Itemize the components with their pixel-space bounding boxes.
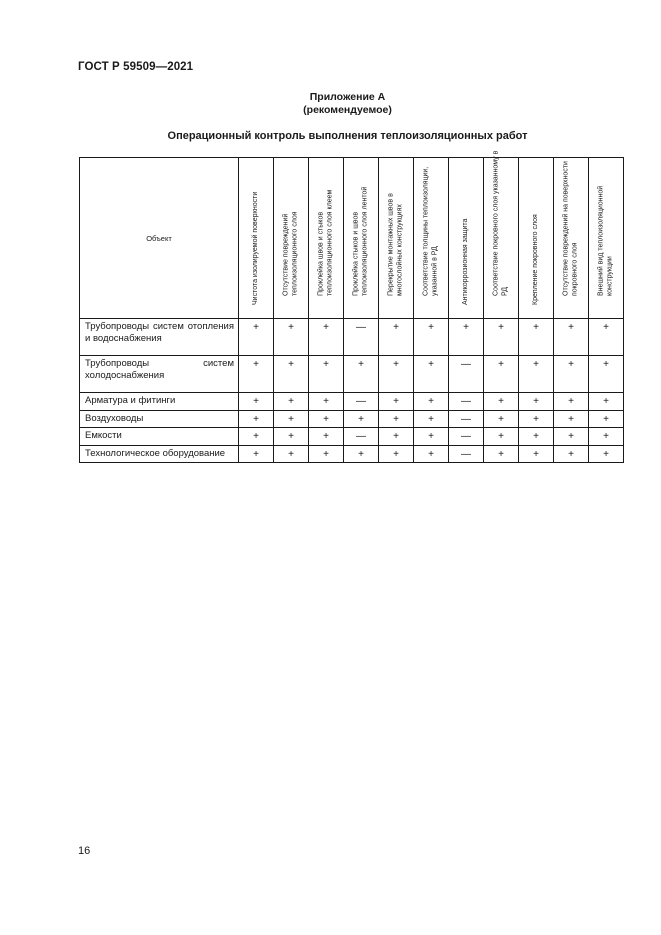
column-header-label: Проклейка швов и стыков теплоизоляционного слоя клеем: [317, 189, 333, 296]
appendix-title: Приложение А: [309, 91, 386, 103]
mark-cell: +: [309, 319, 344, 356]
mark-cell: +: [589, 428, 624, 446]
mark-cell: +: [309, 356, 344, 393]
mark-cell: +: [274, 356, 309, 393]
column-header: [274, 158, 309, 319]
object-cell: Трубопроводы систем отопления и водоснабжения: [80, 319, 239, 356]
mark-cell: —: [449, 410, 484, 428]
mark-cell: —: [344, 428, 379, 446]
mark-cell: +: [449, 319, 484, 356]
mark-cell: +: [309, 393, 344, 411]
mark-cell: +: [344, 445, 379, 463]
mark-cell: +: [239, 410, 274, 428]
mark-cell: +: [239, 319, 274, 356]
mark-cell: +: [344, 356, 379, 393]
column-header-label: Внешний вид теплоизоляционной конструкции: [597, 185, 613, 296]
mark-cell: +: [554, 445, 589, 463]
object-cell: Трубопроводы систем холодоснабжения: [80, 356, 239, 393]
column-header: [239, 158, 274, 319]
column-header: [484, 150, 519, 319]
document-code: ГОСТ Р 59509—2021: [78, 61, 194, 73]
object-cell: Арматура и фитинги: [80, 393, 239, 411]
mark-cell: +: [379, 393, 414, 411]
column-header: [344, 158, 379, 319]
mark-cell: +: [274, 428, 309, 446]
mark-cell: +: [519, 319, 554, 356]
column-header-label: Проклейка стыков и швов теплоизоляционного слоя лентой: [352, 186, 368, 296]
column-header-label: Крепление покровного слоя: [531, 213, 539, 305]
table-row: [80, 356, 624, 393]
table-row: [80, 410, 624, 428]
mark-cell: +: [239, 428, 274, 446]
table-row: [80, 445, 624, 463]
appendix-subtitle: (рекомендуемое): [303, 104, 392, 116]
table-row: [80, 428, 624, 446]
mark-cell: +: [414, 428, 449, 446]
mark-cell: +: [554, 356, 589, 393]
mark-cell: —: [344, 319, 379, 356]
column-header: [519, 158, 554, 319]
mark-cell: +: [414, 393, 449, 411]
mark-cell: +: [274, 393, 309, 411]
mark-cell: +: [554, 319, 589, 356]
mark-cell: —: [449, 393, 484, 411]
column-header-label: Чистота изолируемой поверхности: [251, 191, 259, 305]
mark-cell: +: [239, 393, 274, 411]
mark-cell: +: [414, 410, 449, 428]
column-header: [554, 158, 589, 319]
mark-cell: +: [484, 428, 519, 446]
mark-cell: +: [379, 428, 414, 446]
mark-cell: +: [274, 445, 309, 463]
mark-cell: —: [449, 356, 484, 393]
table-body: [80, 319, 624, 463]
mark-cell: +: [239, 445, 274, 463]
mark-cell: +: [309, 445, 344, 463]
column-header-label: Перекрытие монтажных швов в многослойных конструкциях: [387, 193, 403, 296]
mark-cell: +: [519, 393, 554, 411]
mark-cell: +: [414, 356, 449, 393]
mark-cell: +: [589, 410, 624, 428]
mark-cell: +: [414, 319, 449, 356]
column-header-label: Соответствие толщины теплоизоляции, указанной в РД: [422, 166, 438, 296]
mark-cell: +: [379, 319, 414, 356]
mark-cell: +: [519, 410, 554, 428]
table-title: Операционный контроль выполнения теплоизоляционных работ: [167, 130, 528, 142]
mark-cell: +: [239, 356, 274, 393]
mark-cell: +: [519, 445, 554, 463]
column-header: [414, 158, 449, 319]
column-header: [309, 158, 344, 319]
mark-cell: +: [554, 428, 589, 446]
mark-cell: +: [484, 393, 519, 411]
mark-cell: —: [449, 445, 484, 463]
mark-cell: +: [484, 356, 519, 393]
column-header: [449, 158, 484, 319]
mark-cell: +: [484, 445, 519, 463]
mark-cell: +: [484, 319, 519, 356]
table-row: [80, 319, 624, 356]
mark-cell: +: [309, 428, 344, 446]
mark-cell: +: [589, 393, 624, 411]
mark-cell: +: [554, 410, 589, 428]
mark-cell: +: [379, 445, 414, 463]
mark-cell: +: [554, 393, 589, 411]
mark-cell: +: [484, 410, 519, 428]
mark-cell: +: [309, 410, 344, 428]
table-row: [80, 393, 624, 411]
mark-cell: +: [589, 319, 624, 356]
table-header-row: [80, 158, 624, 319]
object-column-header: Объект: [80, 158, 239, 319]
mark-cell: +: [379, 356, 414, 393]
mark-cell: +: [589, 356, 624, 393]
object-cell: Технологическое оборудование: [80, 445, 239, 463]
column-header-label: Отсутствие повреждений теплоизоляционного слоя: [282, 211, 298, 296]
column-header: [379, 158, 414, 319]
mark-cell: +: [519, 428, 554, 446]
mark-cell: +: [274, 410, 309, 428]
mark-cell: +: [344, 410, 379, 428]
mark-cell: +: [414, 445, 449, 463]
mark-cell: —: [344, 393, 379, 411]
column-header-label: Антикоррозионная защита: [461, 218, 469, 305]
column-header-label: Соответствие покровного слоя указанному в РД: [492, 150, 508, 296]
mark-cell: +: [274, 319, 309, 356]
object-cell: Воздуховоды: [80, 410, 239, 428]
mark-cell: +: [379, 410, 414, 428]
object-cell: Емкости: [80, 428, 239, 446]
mark-cell: +: [519, 356, 554, 393]
inspection-table: [79, 150, 624, 463]
mark-cell: —: [449, 428, 484, 446]
column-header-label: Отсутствие повреждений на поверхности покровного слоя: [562, 161, 578, 296]
page-number: 16: [78, 845, 91, 857]
column-header: [589, 158, 624, 319]
mark-cell: +: [589, 445, 624, 463]
